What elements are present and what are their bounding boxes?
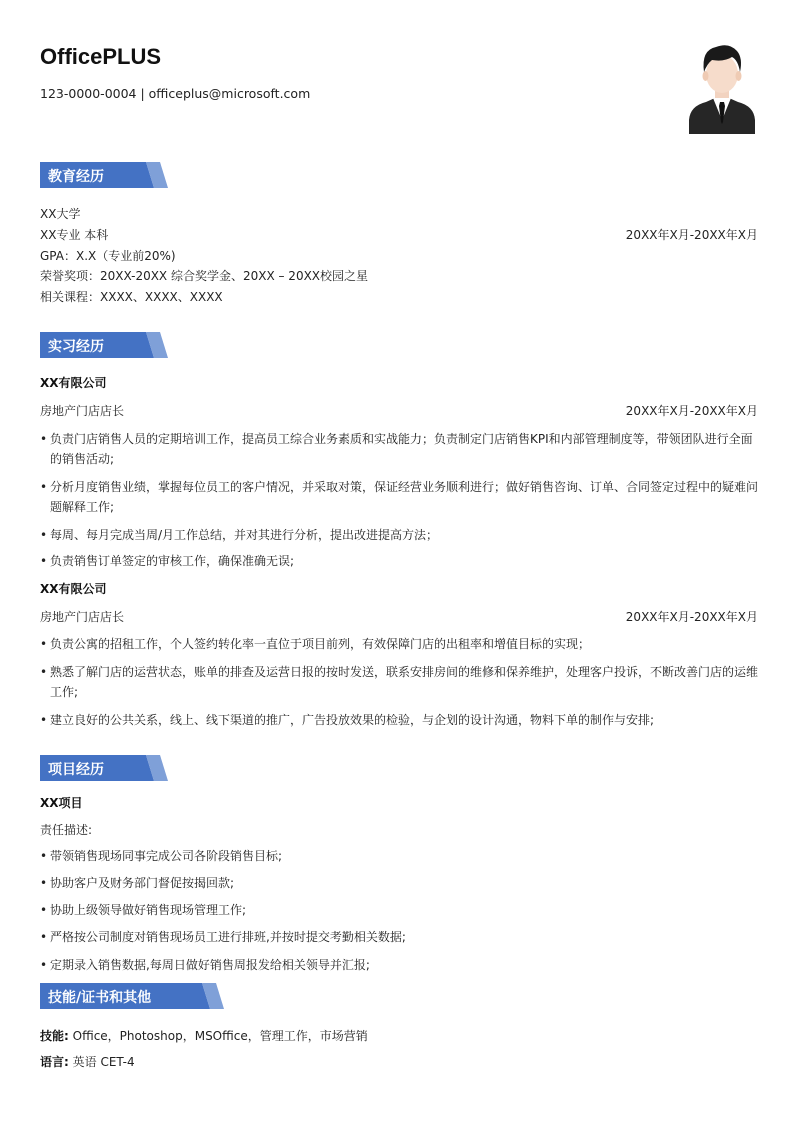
project-name: XX项目 [40,796,83,810]
job-position-row [40,609,758,625]
education-courses: 相关课程：XXXX、XXXX、XXXX [40,290,223,304]
education-honors: 荣誉奖项：20XX-20XX 综合奖学金、20XX – 20XX校园之星 [40,269,369,283]
job-date: 20XX年X月-20XX年X月 [625,404,758,418]
skills-value: Office，Photoshop，MSOffice，管理工作，市场营销 [72,1029,368,1043]
job-bullet: • 负责门店销售人员的定期培训工作，提高员工综合业务素质和实战能力；负责制定门店销售KPI和内部管理制度等，带领团队进行全面的销售活动; [40,432,753,466]
section-project-header [40,755,240,781]
job-position: 房地产门店店长 [40,610,125,624]
section-internship-title: 实习经历 [48,339,104,355]
job-position-row [40,403,758,419]
job-company: XX有限公司 [40,582,107,596]
language-label: 语言: [40,1055,69,1069]
section-skills-title: 技能/证书和其他 [48,990,152,1006]
project-bullet: • 带领销售现场同事完成公司各阶段销售目标; [40,849,283,863]
education-major: XX专业 本科 [40,228,109,242]
job-bullet: • 每周、每月完成当周/月工作总结，并对其进行分析，提出改进提高方法； [40,528,439,542]
job-bullet: • 负责销售订单签定的审核工作，确保准确无误; [40,554,295,568]
education-gpa: GPA：X.X（专业前20%) [40,249,176,263]
job-bullet: • 建立良好的公共关系，线上、线下渠道的推广，广告投放效果的检验，与企划的设计沟通，物料下单的制作与安排; [40,713,655,727]
project-desc-label: 责任描述: [40,823,93,837]
language-value: 英语 CET-4 [72,1055,135,1069]
section-project-title: 项目经历 [48,762,104,778]
contact-info: 123-0000-0004 | officeplus@microsoft.com [40,86,311,101]
avatar-icon [686,40,758,134]
education-major-row [40,227,758,243]
job-position: 房地产门店店长 [40,404,125,418]
education-school: XX大学 [40,207,81,221]
job-date: 20XX年X月-20XX年X月 [625,610,758,624]
job-bullet: • 分析月度销售业绩，掌握每位员工的客户情况，并采取对策，保证经营业务顺利进行；做好销售咨询、订单、合同签定过程中的疑难问题解释工作; [40,480,759,514]
education-date: 20XX年X月-20XX年X月 [625,228,758,242]
job-company: XX有限公司 [40,376,107,390]
job-bullet: • 熟悉了解门店的运营状态，账单的排查及运营日报的按时发送，联系安排房间的维修和保养维护，处理客户投诉，不断改善门店的运维工作; [40,665,759,699]
resume-name: OfficePLUS [40,44,162,69]
project-bullet: • 定期录入销售数据,每周日做好销售周报发给相关领导并汇报; [40,958,370,972]
skills-label: 技能: [40,1029,69,1043]
project-bullet: • 协助客户及财务部门督促按揭回款; [40,876,235,890]
section-education-title: 教育经历 [48,169,104,185]
section-education-header [40,162,240,188]
project-bullet: • 协助上级领导做好销售现场管理工作; [40,903,247,917]
section-internship-header [40,332,240,358]
skills-row [40,1028,758,1044]
section-skills-header [40,983,240,1009]
language-row [40,1054,758,1070]
project-bullet: • 严格按公司制度对销售现场员工进行排班,并按时提交考勤相关数据; [40,930,406,944]
job-bullet: • 负责公寓的招租工作，个人签约转化率一直位于项目前列，有效保障门店的出租率和增值目标的实现； [40,637,591,651]
